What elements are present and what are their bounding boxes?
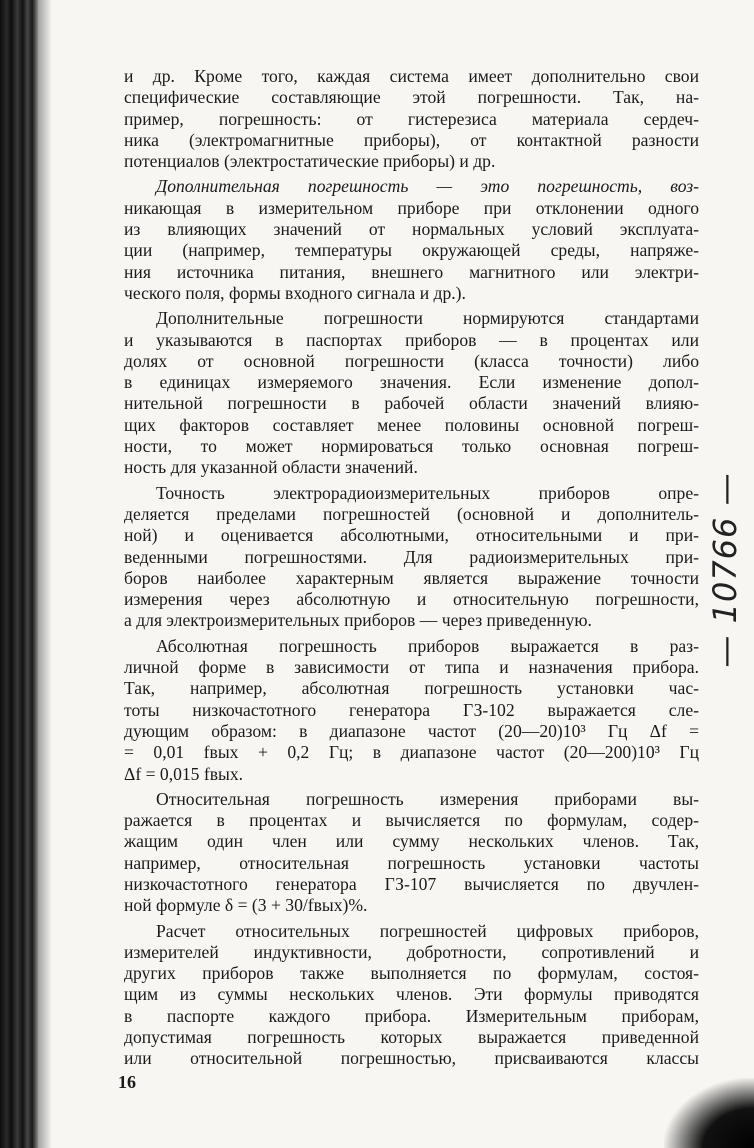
italic-term: Дополнительная погрешность — это погрешность, воз- (156, 176, 699, 197)
text-line-italic-lead (124, 176, 699, 197)
text-line: ной) и оценивается абсолютными, относительными и при- (124, 525, 699, 546)
margin-note-text: — 10766 — (706, 472, 744, 668)
text-line: ния источника питания, внешнего магнитного или электри- (124, 261, 699, 282)
text-line: ность для указанной области значений. (124, 457, 418, 478)
text-line: деляется пределами погрешностей (основной и дополнитель- (124, 503, 699, 524)
text-line: и др. Кроме того, каждая система имеет дополнительно свои (124, 66, 699, 86)
text-line: например, относительная погрешность установки частоты (124, 852, 699, 873)
text-line: Дополнительные погрешности нормируются стандартами (156, 308, 699, 329)
text-line: ческого поля, формы входного сигнала и др.). (124, 282, 466, 303)
text-line: из влияющих значений от нормальных условий эксплуата- (124, 219, 699, 240)
text-line: измерения через абсолютную и относительную погрешности, (124, 589, 699, 610)
text-line: никающая в измерительном приборе при отклонении одного (124, 197, 699, 218)
text-line: ражается в процентах и вычисляется по формулам, содер- (124, 810, 699, 831)
text-line: щих факторов составляет менее половины основной погреш- (124, 414, 699, 435)
text-line: допустимая погрешность которых выражается приведенной (124, 1027, 699, 1048)
book-binding (0, 0, 38, 1148)
text-line: щим из суммы нескольких членов. Эти формулы приводятся (124, 984, 699, 1005)
text-line: потенциалов (электростатические приборы) и др. (124, 151, 496, 172)
handwritten-margin-note (700, 472, 750, 668)
text-line: тоты низкочастотного генератора ГЗ-102 выражается сле- (124, 699, 699, 720)
text-line: измерителей индуктивности, добротности, сопротивлений и (124, 941, 699, 962)
text-line: пример, погрешность: от гистерезиса материала сердеч- (124, 108, 699, 129)
text-line: личной форме в зависимости от типа и назначения прибора. (124, 657, 699, 678)
text-line: нительной погрешности в рабочей области значений влияю- (124, 393, 699, 414)
text-line: ности, то может нормироваться только основная погреш- (124, 436, 699, 457)
text-line: боров наиболее характерным является выражение точности (124, 567, 699, 588)
text-line: в единицах измеряемого значения. Если изменение допол- (124, 372, 699, 393)
page-number: 16 (118, 1072, 136, 1092)
text-line: долях от основной погрешности (класса точности) либо (124, 350, 699, 371)
text-line: ции (например, температуры окружающей среды, напряже- (124, 240, 699, 261)
text-line: ной формуле δ = (3 + 30/fвых)%. (124, 895, 368, 916)
page-corner-shadow (664, 1078, 754, 1148)
text-line: Абсолютная погрешность приборов выражается в раз- (156, 635, 699, 656)
text-line: а для электроизмерительных приборов — через приведенную. (124, 610, 592, 631)
text-line: других приборов также выполняется по формулам, состоя- (124, 963, 699, 984)
text-line: и указываются в паспортах приборов — в процентах или (124, 329, 699, 350)
text-line: Относительная погрешность измерения приборами вы- (156, 788, 699, 809)
text-line: дующим образом: в диапазоне частот (20—20)10³ Гц Δf = (124, 720, 699, 741)
text-line: жащим один член или сумму нескольких членов. Так, (124, 831, 699, 852)
text-line: Расчет относительных погрешностей цифровых приборов, (156, 920, 699, 941)
text-line: в паспорте каждого прибора. Измерительным приборам, (124, 1005, 699, 1026)
text-line: низкочастотного генератора ГЗ-107 вычисляется по двучлен- (124, 873, 699, 894)
text-line: специфические составляющие этой погрешности. Так, на- (124, 87, 699, 108)
text-line: Так, например, абсолютная погрешность установки час- (124, 678, 699, 699)
text-line: Точность электрорадиоизмерительных приборов опре- (156, 482, 699, 503)
text-line: ника (электромагнитные приборы), от контактной разности (124, 129, 699, 150)
text-line: Δf = 0,015 fвых. (124, 763, 244, 784)
text-line: веденными погрешностями. Для радиоизмерительных при- (124, 546, 699, 567)
page-text (124, 66, 699, 1070)
text-line: = 0,01 fвых + 0,2 Гц; в диапазоне частот (20—200)10³ Гц (124, 742, 699, 763)
text-line: или относительной погрешностью, присваиваются классы (124, 1048, 699, 1069)
